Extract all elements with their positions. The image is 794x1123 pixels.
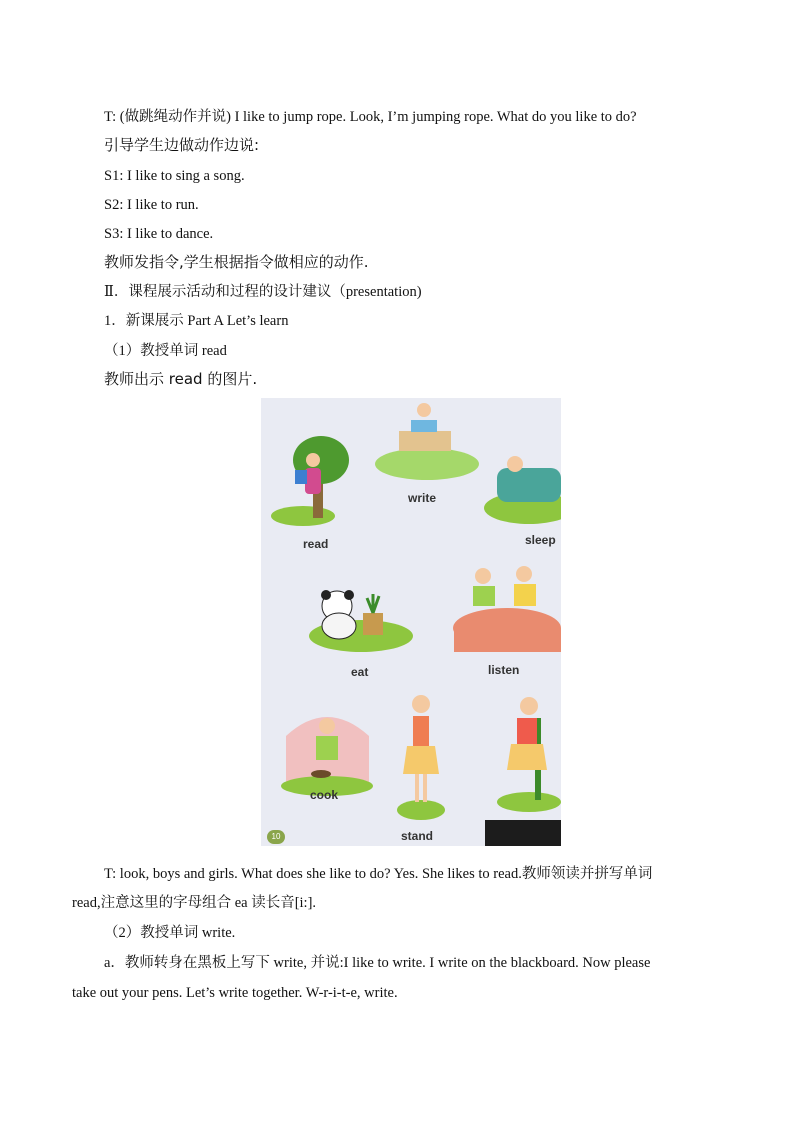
line-6: 教师发指令,学生根据指令做相应的动作. — [104, 253, 369, 271]
line-5: S3: I like to dance. — [104, 226, 214, 242]
label-sleep: sleep — [525, 533, 556, 547]
illustration-drawing — [261, 398, 561, 846]
paragraph-3-line-2: take out your pens. Let’s write together. W-r-i-t-e, write. — [72, 985, 398, 1001]
line-2: 引导学生边做动作边说: — [104, 136, 260, 154]
label-eat: eat — [351, 665, 369, 679]
line-4: S2: I like to run. — [104, 197, 199, 213]
step-heading-2: （2）教授单词 write. — [104, 925, 236, 941]
paragraph-1-line-2: read,注意这里的字母组合 ea 读长音[i:]. — [72, 895, 317, 911]
line-10: 教师出示 read 的图片. — [104, 370, 258, 388]
paragraph-3-line-1: a．教师转身在黑板上写下 write, 并说:I like to write. I write on the blackboard. Now please — [104, 955, 651, 971]
dark-corner — [485, 820, 561, 846]
step-heading: （1）教授单词 read — [104, 343, 227, 359]
section-heading: Ⅱ．课程展示活动和过程的设计建议（presentation) — [104, 284, 422, 300]
label-listen: listen — [488, 663, 520, 677]
paragraph-1-line-1: T: look, boys and girls. What does she like to do? Yes. She likes to read.教师领读并拼写单词 — [104, 866, 653, 882]
label-cook: cook — [310, 788, 339, 802]
line-1: T: (做跳绳动作并说) I like to jump rope. Look, I’m jumping rope. What do you like to do? — [104, 109, 637, 125]
line-3: S1: I like to sing a song. — [104, 168, 245, 184]
label-write: write — [408, 491, 437, 505]
label-stand: stand — [401, 829, 434, 843]
subsection-heading: 1．新课展示 Part A Let’s learn — [104, 313, 289, 329]
label-read: read — [303, 537, 329, 551]
textbook-illustration — [261, 398, 561, 846]
page-number-badge: 10 — [267, 830, 285, 844]
